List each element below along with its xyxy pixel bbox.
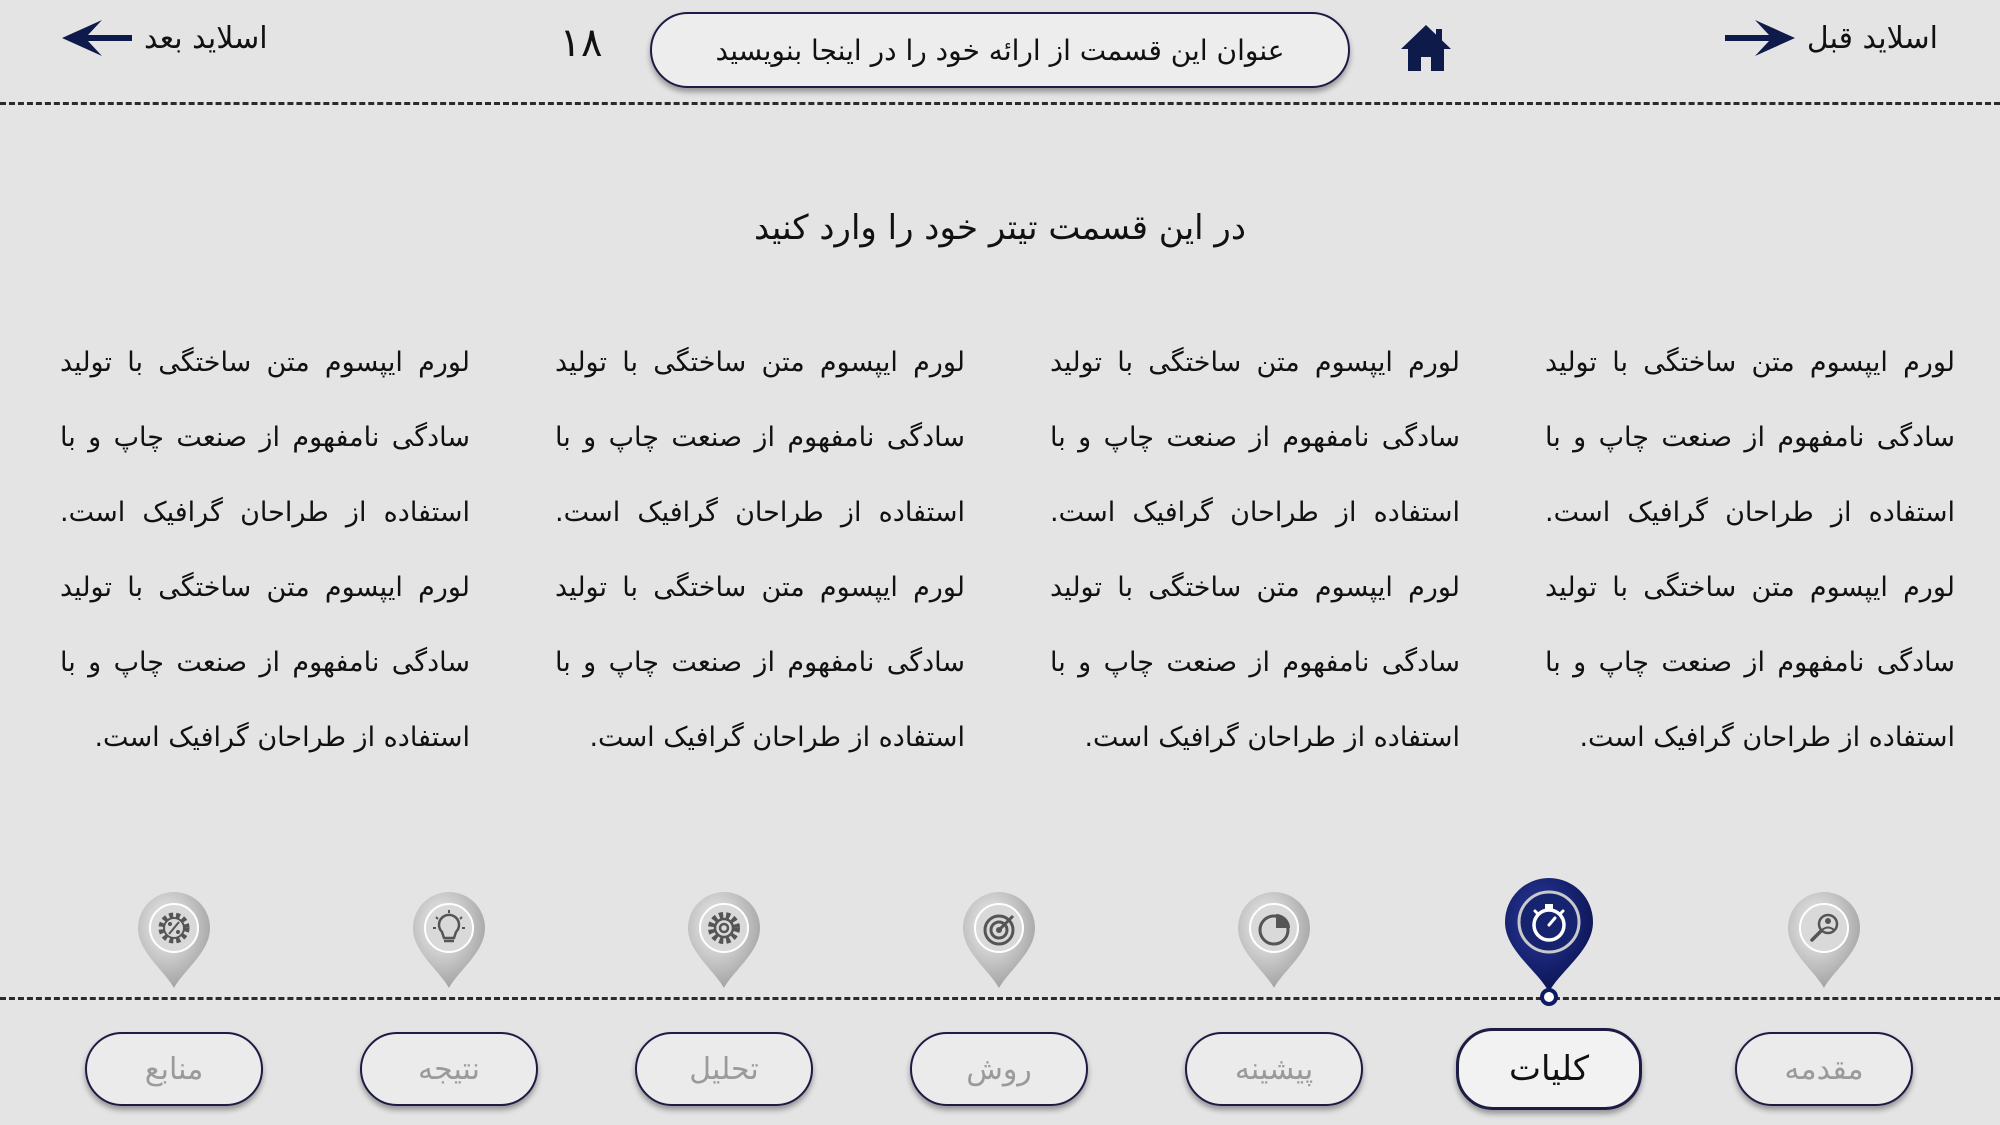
home-icon[interactable] bbox=[1399, 23, 1453, 73]
tab-introduction[interactable] bbox=[1735, 1032, 1913, 1106]
tab-references[interactable] bbox=[85, 1032, 263, 1106]
prev-slide-button[interactable] bbox=[1725, 20, 1938, 56]
active-indicator-dot bbox=[1540, 988, 1558, 1006]
tab-method-label: روش bbox=[966, 1051, 1032, 1087]
presentation-title bbox=[650, 12, 1350, 88]
pie-chart-icon[interactable] bbox=[1234, 890, 1314, 990]
presentation-title-text: عنوان این قسمت از ارائه خود را در اینجا بنویسید bbox=[715, 33, 1285, 67]
tab-analysis-label: تحلیل bbox=[689, 1051, 759, 1087]
page-number: ۱۸ bbox=[559, 20, 603, 66]
next-slide-label: اسلاید بعد bbox=[144, 20, 268, 56]
tab-background[interactable] bbox=[1185, 1032, 1363, 1106]
next-slide-button[interactable] bbox=[62, 20, 268, 56]
tab-background-label: پیشینه bbox=[1234, 1051, 1314, 1087]
gear-icon[interactable] bbox=[684, 890, 764, 990]
text-column-2: لورم ایپسوم متن ساختگی با تولید سادگی نامفهوم از صنعت چاپ و با استفاده از طراحان گرافیک است. لورم ایپسوم متن ساختگی با تولید سادگی نامفهوم از صنعت چاپ و با استفاده از طراحان گرافیک است. bbox=[1050, 347, 1460, 753]
prev-slide-label: اسلاید قبل bbox=[1806, 20, 1938, 56]
stopwatch-icon[interactable] bbox=[1501, 876, 1597, 994]
text-column-3: لورم ایپسوم متن ساختگی با تولید سادگی نامفهوم از صنعت چاپ و با استفاده از طراحان گرافیک است. لورم ایپسوم متن ساختگی با تولید سادگی نامفهوم از صنعت چاپ و با استفاده از طراحان گرافیک است. bbox=[555, 347, 965, 753]
text-column-4: لورم ایپسوم متن ساختگی با تولید سادگی نامفهوم از صنعت چاپ و با استفاده از طراحان گرافیک است. لورم ایپسوم متن ساختگی با تولید سادگی نامفهوم از صنعت چاپ و با استفاده از طراحان گرافیک است. bbox=[60, 347, 470, 753]
footer-divider bbox=[0, 997, 2000, 1000]
tab-overview-label: کلیات bbox=[1508, 1049, 1590, 1089]
tab-result-label: نتیجه bbox=[418, 1051, 480, 1087]
section-title: در این قسمت تیتر خود را وارد کنید bbox=[754, 208, 1246, 248]
tab-method[interactable] bbox=[910, 1032, 1088, 1106]
text-column-1: لورم ایپسوم متن ساختگی با تولید سادگی نامفهوم از صنعت چاپ و با استفاده از طراحان گرافیک است. لورم ایپسوم متن ساختگی با تولید سادگی نامفهوم از صنعت چاپ و با استفاده از طراحان گرافیک است. bbox=[1545, 347, 1955, 753]
tab-analysis[interactable] bbox=[635, 1032, 813, 1106]
tab-overview[interactable] bbox=[1456, 1028, 1642, 1110]
header-divider bbox=[0, 102, 2000, 105]
lightbulb-icon[interactable] bbox=[409, 890, 489, 990]
tab-result[interactable] bbox=[360, 1032, 538, 1106]
arrow-right-icon bbox=[1725, 20, 1795, 56]
arrow-left-icon bbox=[62, 20, 132, 56]
tab-introduction-label: مقدمه bbox=[1784, 1051, 1864, 1087]
tab-references-label: منابع bbox=[144, 1051, 204, 1087]
target-icon[interactable] bbox=[959, 890, 1039, 990]
search-person-icon[interactable] bbox=[1784, 890, 1864, 990]
percent-gear-icon[interactable] bbox=[134, 890, 214, 990]
